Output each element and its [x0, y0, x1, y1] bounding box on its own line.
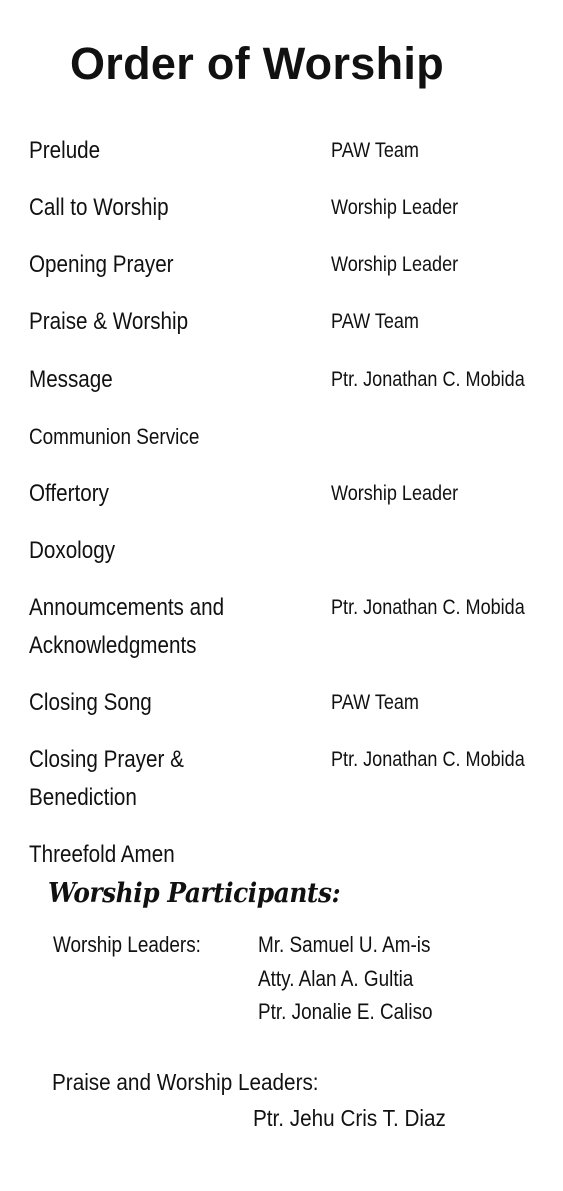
service-leader: PAW Team [331, 691, 419, 714]
worship-leader-name: Mr. Samuel U. Am-is [258, 932, 431, 957]
worship-leader-name: Ptr. Jonalie E. Caliso [258, 999, 433, 1024]
service-item: Prelude [29, 137, 101, 164]
service-leader: Ptr. Jonathan C. Mobida [331, 748, 525, 771]
service-leader: Ptr. Jonathan C. Mobida [331, 596, 525, 619]
worship-leaders-label: Worship Leaders: [53, 932, 201, 957]
service-item: Threefold Amen [29, 841, 175, 868]
praise-worship-leaders-label: Praise and Worship Leaders: [52, 1069, 319, 1095]
service-leader: Worship Leader [331, 196, 459, 219]
praise-worship-leader-name: Ptr. Jehu Cris T. Diaz [253, 1105, 446, 1131]
page-title: Order of Worship [70, 38, 444, 89]
service-leader: Worship Leader [331, 482, 459, 505]
service-item: Communion Service [29, 424, 200, 449]
service-leader: Ptr. Jonathan C. Mobida [331, 368, 525, 391]
service-item: Message [29, 366, 113, 393]
service-item: Offertory [29, 480, 109, 507]
service-leader: PAW Team [331, 139, 419, 162]
service-item: Call to Worship [29, 194, 169, 221]
service-leader: PAW Team [331, 310, 419, 333]
service-item: Annoumcements and Acknowledgments [29, 594, 225, 659]
service-item: Opening Prayer [29, 251, 174, 278]
worship-leader-name: Atty. Alan A. Gultia [258, 965, 414, 991]
service-item: Doxology [29, 537, 116, 564]
worship-leaders-list [258, 928, 433, 1029]
service-leader: Worship Leader [331, 253, 459, 276]
service-item: Closing Song [29, 689, 152, 716]
service-item: Closing Prayer & Benediction [29, 746, 184, 811]
service-item: Praise & Worship [29, 308, 189, 335]
participants-heading: Worship Participants: [48, 878, 341, 909]
